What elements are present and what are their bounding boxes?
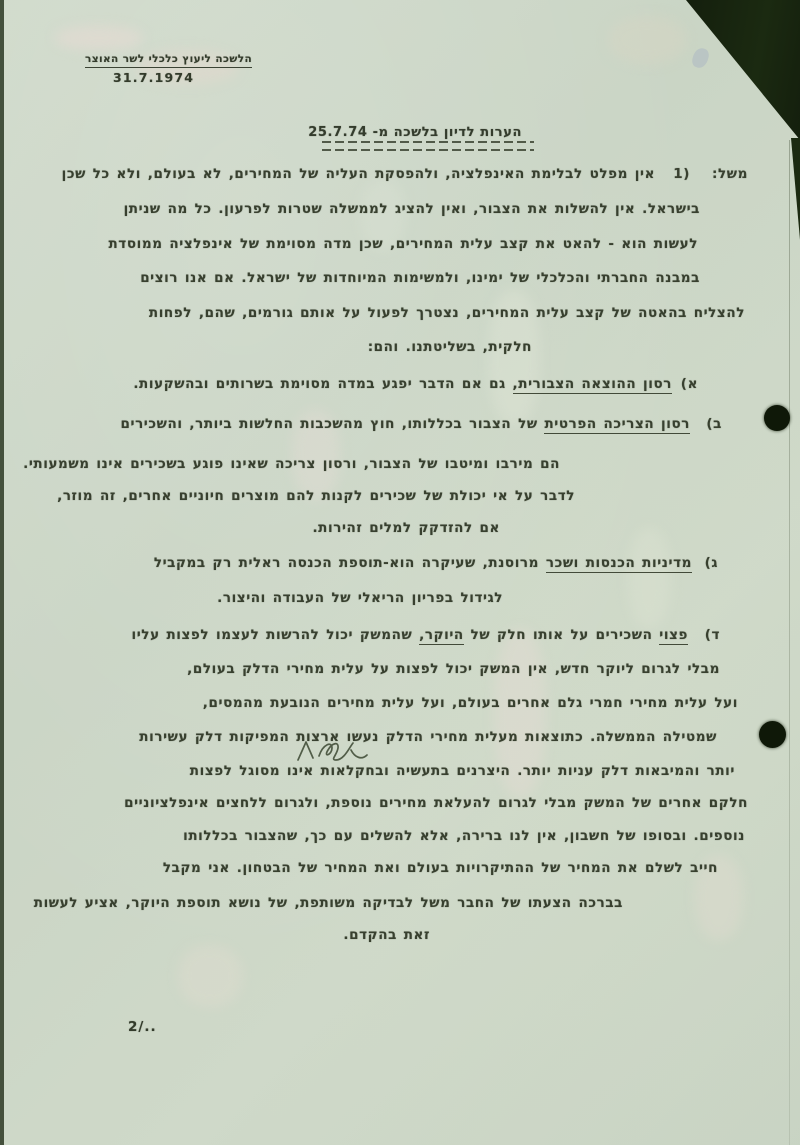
- document-title: הערות לדיון בלשכה מ- 25.7.74: [308, 125, 522, 140]
- scan-blotch: [608, 16, 686, 64]
- torn-corner-shadow: [686, 0, 800, 140]
- item-b-line: אם להזדקק למלים זהירות.: [312, 520, 500, 536]
- punch-hole: [759, 721, 786, 748]
- speaker-label: משל:: [712, 166, 748, 182]
- para1-number: 1): [673, 166, 690, 182]
- paper-fold-line: [789, 140, 790, 1145]
- item-a-rest: גם אם הדבר יפגע במדה מסוימת בשרותים ובהשקעות.: [133, 376, 513, 392]
- item-b-rest: של הצבור בכללותו, חוץ מהשכבות החלשות ביותר, והשכירים: [120, 416, 545, 432]
- item-d-line: ועל עלית מחירי חמרי גלם אחרים בעולם, ועל עלית מחירים הנובעת מהמסים,: [202, 695, 738, 711]
- scan-blotch: [55, 26, 143, 50]
- item-d-line: בברכה הצעתו של החבר משל לבדיקה משותפת, של נושא תוספת היוקר, אציע לעשות: [33, 895, 623, 911]
- letterhead-org: הלשכה ליעוץ כלכלי לשר האוצר: [85, 53, 252, 68]
- item-b-lead: רסון הצריכה הפרטית: [544, 416, 690, 432]
- item-c-line: [154, 555, 692, 571]
- item-d-rest: שהמשק יכול להרשות לעצמו לפצות עליו: [131, 627, 420, 643]
- item-c-rest: מרוסנת, שעיקרה הוא-תוספת הכנסה ראלית רק במקביל: [153, 555, 546, 571]
- item-b-line: לדבר על אי יכולת של שכירים לקנות להם מוצרים חיוניים אחרים, זה מוזר,: [57, 488, 575, 504]
- item-c-line: לגידול בפריון הריאלי של העבודה והיצור.: [217, 590, 503, 606]
- item-d-mid: השכירים על אותו חלק של: [463, 627, 660, 643]
- torn-corner-shadow-strip: [791, 138, 800, 240]
- item-d-line: יותר והמיבאות דלק עניות יותר. היצרנים בתעשיה ובחקלאות אינו מסוגל לפצות: [189, 763, 735, 779]
- punch-hole: [764, 405, 790, 431]
- page-continuation-mark: 2/..: [128, 1019, 157, 1035]
- para1-line: לעשות הוא - להאט את קצב עלית המחירים, שכן מדה מסוימת של אינפלציה ממוסדת: [108, 236, 698, 252]
- item-d-line: חלקם אחרים של המשק מבלי לגרום להעלאת מחירים נוספת, ולגרום ללחצים אינפלציוניים: [124, 795, 748, 811]
- item-a-line: [133, 376, 672, 392]
- title-underline: [322, 149, 534, 151]
- item-d-line: זאת בהקדם.: [343, 927, 430, 943]
- title-underline: [322, 141, 534, 143]
- para1-line: אין מפלט לבלימת האינפלציה, ולהפסקת העליה של המחירים, לא בעולם, ולא כל שכן: [61, 166, 655, 182]
- para1-line: במבנה החברתי והכלכלי של ימינו, ולמשימות המיוחדות של ישראל. אם אנו רוצים: [140, 270, 700, 286]
- scan-blotch: [178, 945, 242, 1007]
- item-d-marker: ד): [704, 627, 720, 643]
- item-d-lead: פצוי: [659, 627, 688, 643]
- item-b-marker: ב): [706, 416, 722, 432]
- item-c-lead: מדיניות הכנסות ושכר: [545, 555, 692, 571]
- item-b-line: הם מירבו ומיטבו של הצבור, ורסון צריכה שאינו פוגע בשכירים אינו משמעותי.: [23, 456, 560, 472]
- item-d-line: נוספים. ובסופו של חשבון, אין לנו ברירה, אלא להשלים עם כך, שהצבור בכללותו: [183, 828, 745, 844]
- item-c-marker: ג): [704, 555, 718, 571]
- scan-speck: [690, 46, 710, 70]
- item-a-marker: א): [680, 376, 698, 392]
- para1-line: להצליח בהאטה של קצב עלית המחירים, נצטרך לפעול על אותם גורמים, שהם, לפחות: [148, 305, 745, 321]
- item-d-line: שמטילה הממשלה. כתוצאות מעלית מחירי הדלק נעשו ארצות המפיקות דלק עשירות: [139, 729, 717, 745]
- scan-edge-strip: [0, 0, 4, 1145]
- item-b-line: [121, 416, 691, 432]
- item-d-line: [132, 627, 689, 643]
- para1-line: חלקית, בשליטתנו. והם:: [367, 339, 532, 355]
- item-d-line: חייב לשלם את המחיר של ההתיקרויות בעולם ואת המחיר של הבטחון. אני מקבל: [162, 860, 718, 876]
- handwritten-scribble-icon: [292, 735, 372, 771]
- scan-blotch: [628, 528, 670, 628]
- para1-line: בישראל. אין להשלות את הצבור, ואין להציג לממשלה שטרות לפרעון. כל מה שניתן: [123, 201, 700, 217]
- letterhead-date: 31.7.1974: [113, 70, 195, 85]
- item-a-lead: רסון ההוצאה הצבורית,: [512, 376, 672, 392]
- item-d-line: מבלי לגרום ליוקר חדש, אין המשק יכול לפצות על עלית מחירי הדלק בעולם,: [187, 661, 720, 677]
- item-d-lead2: היוקר,: [419, 627, 464, 643]
